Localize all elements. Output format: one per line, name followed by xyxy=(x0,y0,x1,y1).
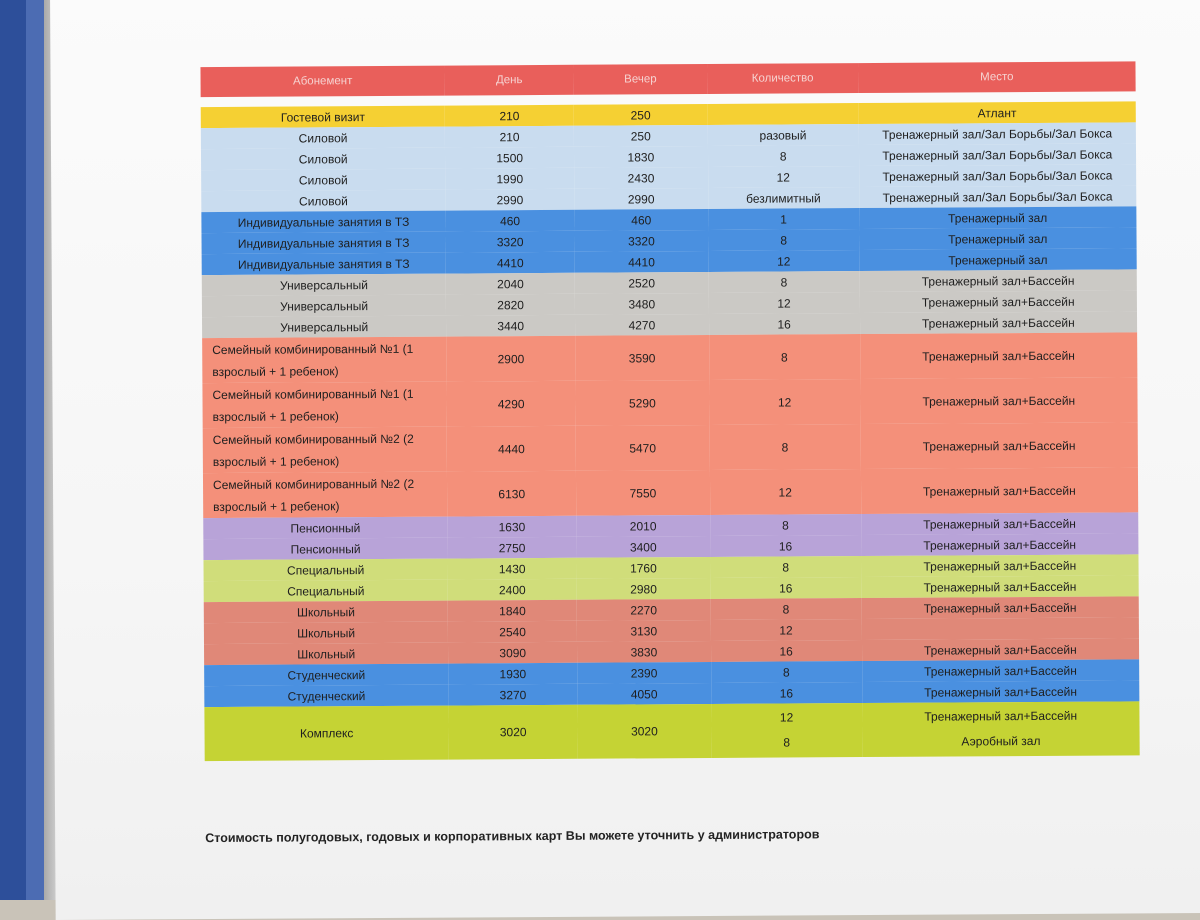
row-evening-price: 4050 xyxy=(630,686,658,701)
row-place-second: Аэробный зал xyxy=(961,733,1041,749)
row-evening-price: 1760 xyxy=(629,560,657,575)
row-name: Силовой xyxy=(298,193,348,208)
price-sheet xyxy=(50,0,1200,920)
row-quantity: 8 xyxy=(781,439,789,455)
row-day-price: 1840 xyxy=(499,603,526,618)
row-name: Индивидуальные занятия в ТЗ xyxy=(237,235,410,251)
row-evening-price: 1830 xyxy=(627,149,655,164)
header-evening: Вечер xyxy=(574,64,708,95)
row-name: Семейный комбинированный №2 (2 взрослый + 1 ребенок) xyxy=(212,431,414,469)
row-quantity: 16 xyxy=(779,685,794,701)
row-quantity-second: 8 xyxy=(783,735,791,750)
row-name: Индивидуальные занятия в ТЗ xyxy=(237,256,410,272)
row-evening-price: 2390 xyxy=(630,665,658,680)
row-place: Тренажерный зал+Бассейн xyxy=(921,294,1075,310)
row-name: Пенсионный xyxy=(290,541,361,557)
row-name: Силовой xyxy=(298,172,348,187)
row-evening-price: 2990 xyxy=(627,191,655,206)
row-name: Студенческий xyxy=(287,688,366,704)
row-name: Семейный комбинированный №1 (1 взрослый + 1 ребенок) xyxy=(212,341,414,379)
row-place: Тренажерный зал+Бассейн xyxy=(922,348,1075,364)
row-place: Тренажерный зал+Бассейн xyxy=(923,537,1077,553)
row-place: Тренажерный зал/Зал Борьбы/Зал Бокса xyxy=(882,147,1113,163)
row-place: Тренажерный зал+Бассейн xyxy=(923,579,1077,595)
row-quantity: 8 xyxy=(782,517,789,533)
row-day-price: 3020 xyxy=(499,725,527,740)
row-place: Тренажерный зал+Бассейн xyxy=(922,483,1076,499)
row-evening-price: 250 xyxy=(630,107,651,122)
table-row xyxy=(204,701,1139,761)
row-place: Тренажерный зал xyxy=(948,231,1048,247)
row-name: Индивидуальные занятия в ТЗ xyxy=(237,214,410,230)
row-quantity: 12 xyxy=(777,295,791,311)
row-quantity xyxy=(707,103,858,125)
row-quantity: 8 xyxy=(780,275,788,290)
header-quantity: Количество xyxy=(707,63,858,94)
row-place: Тренажерный зал+Бассейн xyxy=(923,558,1077,574)
row-evening-price: 2270 xyxy=(630,602,658,617)
row-quantity: 16 xyxy=(779,643,793,659)
row-place: Тренажерный зал+Бассейн xyxy=(923,642,1077,658)
row-name: Семейный комбинированный №1 (1 взрослый + 1 ребенок) xyxy=(212,386,414,424)
row-day-price: 210 xyxy=(499,129,520,144)
row-evening-price: 4410 xyxy=(628,254,655,269)
row-place: Тренажерный зал+Бассейн xyxy=(921,273,1075,289)
row-quantity: 12 xyxy=(777,253,791,269)
row-place: Тренажерный зал/Зал Борьбы/Зал Бокса xyxy=(882,126,1113,142)
row-evening-price: 2520 xyxy=(628,275,656,290)
row-place: Тренажерный зал/Зал Борьбы/Зал Бокса xyxy=(882,168,1113,184)
row-day-price: 4410 xyxy=(496,255,524,270)
row-day-price: 4440 xyxy=(498,441,525,456)
row-day-price: 2820 xyxy=(497,297,524,312)
row-place: Тренажерный зал+Бассейн xyxy=(924,663,1077,679)
table-row xyxy=(203,467,1138,518)
row-day-price: 3440 xyxy=(497,318,525,333)
row-name: Школьный xyxy=(297,625,356,641)
row-quantity: 16 xyxy=(777,316,791,332)
row-evening-price: 3020 xyxy=(630,724,658,739)
row-name: Семейный комбинированный №2 (2 взрослый + 1 ребенок) xyxy=(212,476,415,514)
row-evening-price: 3400 xyxy=(629,539,657,554)
row-evening-price: 3830 xyxy=(630,644,658,659)
row-day-price: 1930 xyxy=(499,666,527,681)
row-quantity: 12 xyxy=(776,169,790,185)
row-name: Пенсионный xyxy=(290,520,361,536)
row-evening-price: 7550 xyxy=(629,485,657,500)
row-day-price: 2900 xyxy=(497,351,525,366)
row-name: Силовой xyxy=(298,130,348,145)
row-quantity: 8 xyxy=(782,664,790,680)
row-evening-price: 3480 xyxy=(628,296,656,311)
row-place: Тренажерный зал xyxy=(948,210,1048,226)
row-quantity: 12 xyxy=(777,394,792,410)
row-evening-price: 4270 xyxy=(628,317,656,332)
row-evening-price: 3320 xyxy=(628,233,655,248)
row-quantity: 8 xyxy=(782,559,790,575)
row-day-price: 1630 xyxy=(498,519,526,534)
row-day-price: 210 xyxy=(499,108,520,123)
row-day-price: 1430 xyxy=(498,561,526,576)
row-quantity: 12 xyxy=(778,484,792,500)
header-place: Место xyxy=(858,61,1136,93)
row-name: Специальный xyxy=(286,562,365,578)
row-quantity: безлимитный xyxy=(746,190,821,206)
row-day-price: 2040 xyxy=(497,276,524,291)
row-name: Универсальный xyxy=(280,298,369,314)
row-day-price: 3320 xyxy=(496,234,524,249)
row-day-price: 2400 xyxy=(498,582,526,597)
folder-edge-inner xyxy=(26,0,44,900)
row-name: Школьный xyxy=(297,646,356,662)
row-day-price: 4290 xyxy=(497,396,525,411)
row-name: Гостевой визит xyxy=(280,109,366,125)
row-quantity: 16 xyxy=(779,580,793,596)
row-evening-price: 3130 xyxy=(630,623,658,638)
row-quantity xyxy=(711,703,862,758)
footer-note: Стоимость полугодовых, годовых и корпоративных карт Вы можете уточнить у администраторов xyxy=(205,827,820,846)
row-evening-price: 2980 xyxy=(630,581,657,596)
row-place: Тренажерный зал+Бассейн xyxy=(924,684,1077,700)
table-row xyxy=(202,377,1137,428)
row-day-price: 2750 xyxy=(498,540,526,555)
row-evening-price: 5290 xyxy=(628,395,656,410)
row-evening-price: 2430 xyxy=(627,170,655,185)
row-day-price: 460 xyxy=(500,213,521,228)
row-day-price: 2540 xyxy=(499,624,526,639)
row-evening-price: 3590 xyxy=(628,350,656,365)
header-day: День xyxy=(445,65,574,96)
row-name: Универсальный xyxy=(279,277,368,293)
row-evening-price: 5470 xyxy=(629,440,657,455)
row-quantity: 1 xyxy=(780,212,787,227)
row-place: Тренажерный зал+Бассейн xyxy=(923,516,1076,532)
row-place: Тренажерный зал/Зал Борьбы/Зал Бокса xyxy=(882,189,1113,205)
row-day-price: 6130 xyxy=(498,486,526,501)
row-place: Атлант xyxy=(977,105,1017,120)
row-quantity-first: 12 xyxy=(779,710,794,725)
row-day-price: 1500 xyxy=(496,150,524,165)
row-name: Школьный xyxy=(296,604,355,620)
row-name: Универсальный xyxy=(280,319,369,335)
folder-edge xyxy=(0,0,26,900)
row-day-price: 2990 xyxy=(496,192,524,207)
row-place xyxy=(861,617,1139,640)
table-row xyxy=(202,332,1137,383)
row-place xyxy=(862,701,1140,757)
row-place: Тренажерный зал+Бассейн xyxy=(922,438,1076,454)
row-evening-price: 2010 xyxy=(629,518,657,533)
row-day-price: 1990 xyxy=(496,171,524,186)
row-evening-price: 460 xyxy=(631,212,652,227)
row-place-first: Тренажерный зал+Бассейн xyxy=(924,708,1078,724)
row-place: Тренажерный зал+Бассейн xyxy=(922,393,1076,409)
row-quantity: 8 xyxy=(782,601,790,617)
row-quantity: разовый xyxy=(759,127,807,143)
price-table xyxy=(200,61,1139,761)
row-name: Студенческий xyxy=(287,667,366,683)
table-row xyxy=(203,422,1138,473)
header-subscription: Абонемент xyxy=(200,66,444,97)
row-evening-price: 250 xyxy=(630,128,651,143)
row-day-price: 3270 xyxy=(499,687,527,702)
row-quantity: 16 xyxy=(778,538,793,554)
row-quantity: 8 xyxy=(780,350,788,365)
row-name: Специальный xyxy=(287,583,365,599)
row-place: Тренажерный зал+Бассейн xyxy=(923,600,1077,616)
row-name: Силовой xyxy=(298,151,348,166)
row-quantity: 8 xyxy=(779,149,787,164)
row-place: Тренажерный зал xyxy=(948,252,1048,268)
row-name: Комплекс xyxy=(299,726,354,741)
row-quantity: 12 xyxy=(779,622,793,638)
row-quantity: 8 xyxy=(780,233,788,248)
row-day-price: 3090 xyxy=(499,645,527,660)
row-place: Тренажерный зал+Бассейн xyxy=(921,315,1075,331)
